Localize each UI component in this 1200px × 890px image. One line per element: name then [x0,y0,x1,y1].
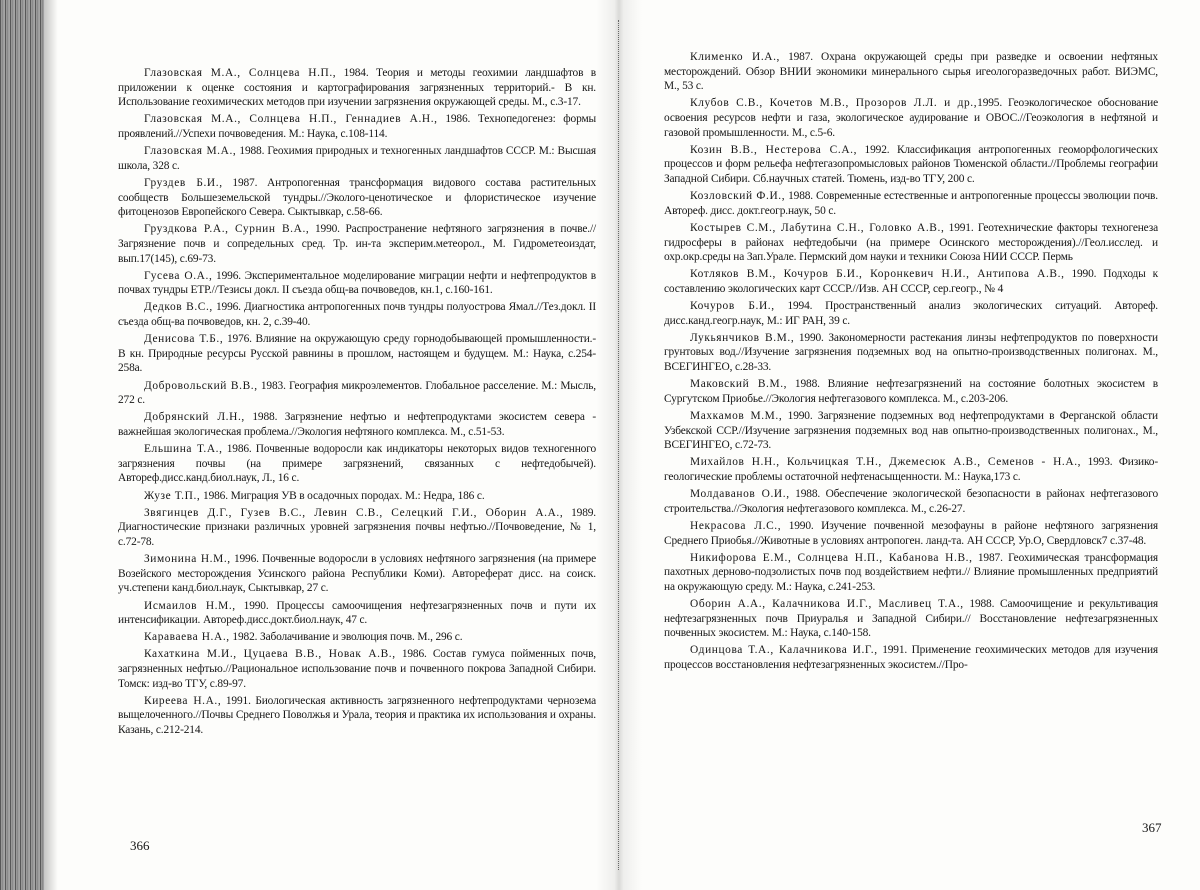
entry-text: 1993. Физико-геологические проблемы остаточной нефтенасыщенности. М.: Наука,173 с. [664,456,1158,483]
entry-author: Молдаванов О.И., [690,488,790,501]
entry-text: 1987. Антропогенная трансформация видового состава растительных сообществ Большеземельской тундры.//Эколого-ценотическое и флористическое изучение фитоценозов Европейского Севера. Сыктывкар, с.58-66. [118,176,596,219]
left-page-number: 366 [130,838,150,853]
entry-text: 1988. Геохимия природных и техногенных ландшафтов СССР. М.: Высшая школа, 328 с. [118,145,596,172]
entry-author: Глазовская М.А., Солнцева Н.П., [144,67,337,79]
entry-author: Костырев С.М., Лабутина С.Н., Головко А.В., [690,221,945,234]
bibliography-entry [118,269,596,298]
left-page [118,0,596,890]
left-bibliography-list [118,66,596,740]
bibliography-entry [664,643,1158,672]
entry-text: 1990. Подходы к составлению экологических карт СССР.//Изв. АН СССР, сер.геогр., № 4 [664,268,1158,295]
bibliography-entry [118,694,596,738]
entry-author: Глазовская М.А., Солнцева Н.П., Геннадиев А.Н., [144,113,438,126]
bibliography-entry [664,409,1158,453]
entry-text: 1986. Почвенные водоросли как индикаторы некоторых видов техногенного загрязнения почвы (на примере загрязнений, связанных с нефтедобычей). Автореф.дисс.канд.биол.наук, Л., 16 с. [118,443,596,485]
bibliography-entry [664,96,1158,140]
bibliography-entry [664,267,1158,296]
entry-author: Клименко И.А., [690,51,780,63]
entry-text: 1996. Почвенные водоросли в условиях нефтяного загрязнения (на примере Возейского месторождения Усинского района Республики Коми). Автореферат дисс. на соиск. уч.степени канд.биол.наук, Сыктывкар, 27 с. [118,553,596,595]
entry-text: 1988. Современные естественные и антропогенные процессы эволюции почв. Автореф. дисс. докт.геогр.наук, 50 с. [664,190,1158,217]
entry-text: 1990. Распространение нефтяного загрязнения в почве.//Загрязнение почв и сопредельных сред. Тр. ин-та эксперим.метеорол., М. Гидрометеоиздат, вып.17(145), с.69-73. [118,223,596,265]
entry-author: Некрасова Л.С., [690,519,782,532]
bibliography-entry [118,332,596,376]
bibliography-entry [664,377,1158,406]
entry-author: Груздкова Р.А., Сурнин В.А., [144,223,310,236]
bibliography-entry [664,551,1158,595]
bibliography-entry [118,379,596,408]
bibliography-entry [118,506,596,550]
right-bibliography-list [664,50,1158,675]
entry-text: 1984. Теория и методы геохимии ландшафтов в приложении к оценке состояния и картографирования загрязненных территорий.- В кн. Использование геохимических методов при изучении загрязнения окружающей среды. М., с.3-17. [118,67,596,109]
entry-author: Караваева Н.А., [144,631,230,644]
bibliography-entry [664,487,1158,516]
entry-author: Лукьянчиков В.М., [690,331,795,344]
entry-text: 1988. Обеспечение экологической безопасности в районах нефтегазового строительства.//Экология нефтегазового комплекса. М., с.26-27. [664,488,1158,515]
bibliography-entry [664,331,1158,375]
bibliography-entry [664,50,1158,94]
entry-author: Дедков В.С., [144,301,213,314]
entry-text: 1983. География микроэлементов. Глобальное расселение. М.: Мысль, 272 с. [118,379,596,407]
bibliography-entry [118,647,596,691]
entry-text: 1987. Охрана окружающей среды при разведке и освоении нефтяных месторождений. Обзор ВНИИ экономики минерального сырья игеологоразведочных работ. ВИЭМС, М., 53 с. [664,51,1158,93]
bibliography-entry [118,489,596,504]
entry-author: Михайлов Н.Н., Кольчицкая Т.Н., Джемесюк А.В., Семенов - Н.А., [690,456,1082,469]
entry-author: Добрянский Л.Н., [144,411,245,424]
entry-author: Зимонина Н.М., [144,553,231,566]
entry-author: Оборин А.А., Калачникова И.Г., Масливец Т.А., [690,598,964,611]
entry-text: 1994. Пространственный анализ экологических ситуаций. Автореф. дисс.канд.геогр.наук, М.: ИГ РАН, 39 с. [664,300,1158,327]
bibliography-entry [118,630,596,645]
right-page [664,0,1162,890]
entry-text: 1986. Технопедогенез: формы проявлений.//Успехи почвоведения. М.: Наука, с.108-114. [118,113,597,140]
bibliography-entry [664,299,1158,328]
entry-author: Денисова Т.Б., [144,333,224,346]
entry-text: 1990. Закономерности растекания линзы нефтепродуктов по поверхности грунтовых вод.//Изучение загрязнения подземных вод на опытно-производственных полигонах. М., ВСЕГИНГЕО, с.28-33. [664,331,1158,374]
entry-author: Глазовская М.А., [144,145,237,158]
entry-text: 1991. Применение геохимических методов для изучения процессов восстановления нефтезагрязненных экосистем.//Про- [664,644,1158,672]
bibliography-entry [118,552,596,596]
entry-author: Киреева Н.А., [144,694,222,707]
bibliography-entry [118,112,596,141]
bibliography-entry [664,597,1158,641]
entry-author: Кахаткина М.И., Цуцаева В.В., Новак А.В., [144,648,396,661]
entry-text: 1987. Геохимическая трансформация пахотных дерново-подзолистых почв под воздействием нефти.// Влияние промышленных предприятий на окружающую среду. М.: Наука, с.241-253. [664,551,1158,593]
entry-text: 1988. Самоочищение и рекультивация нефтезагрязненных почв Приуралья и Западной Сибири.// Восстановление нефтезагрязненных почвенных экосистем. М.: Наука, с.140-158. [664,598,1158,640]
entry-text: 1991. Геотехнические факторы техногенеза гидросферы в районах нефтедобычи (на примере Осинского месторождения).//Геол.исслед. и охр.окр.среды на Зап.Урале. Пермский дом науки и техники Союза НИИ СССР. Пермь [664,221,1158,264]
scan-binding-edge [0,0,44,890]
entry-author: Махкамов М.М., [690,410,783,422]
entry-text: 1990. Процессы самоочищения нефтезагрязненных почв и пути их интенсификации. Автореф.дисс.докт.биол.наук, 47 с. [118,599,596,627]
entry-author: Кочуров Б.И., [690,300,775,313]
bibliography-entry [118,599,596,628]
entry-text: 1996. Экспериментальное моделирование миграции нефти и нефтепродуктов в почвах тундры ЕТР.//Тезисы докл. II съезда общ-ва почвоведов, кн.1, с.160-161. [118,269,596,297]
entry-text: 1976. Влияние на окружающую среду горнодобывающей промышленности.- В кн. Природные ресурсы Русской равнины в прошлом, настоящем и будущем. М.: Наука, с.254-258а. [118,333,596,375]
entry-text: 1988. Влияние нефтезагрязнений на состояние болотных экосистем в Сургутском Приобье.//Экология нефтегазового комплекса. М., с.203-206. [664,378,1158,405]
bibliography-entry [118,222,596,266]
entry-text: 1988. Загрязнение нефтью и нефтепродуктами экосистем севера - важнейшая экологическая проблема.//Экология нефтяного комплекса. М., с.51-53. [118,411,597,438]
entry-text: 1991. Биологическая активность загрязненного нефтепродуктами чернозема выщелоченного.//Почвы Среднего Поволжья и Урала, теория и практика их использования и охраны. Казань, с.212-214. [118,694,596,737]
entry-author: Исмаилов Н.М., [144,599,236,612]
bibliography-entry [118,300,596,329]
bibliography-entry [118,410,596,439]
entry-author: Гусева О.А., [144,269,213,282]
entry-text: 1989. Диагностические признаки различных уровней загрязнения почвы нефтью.//Почвоведение, № 1, с.72-78. [118,506,597,548]
bibliography-entry [118,66,596,110]
entry-author: Одинцова Т.А., Калачникова И.Г., [690,644,878,657]
entry-author: Клубов С.В., Кочетов М.В., Прозоров Л.Л. и др., [690,97,978,110]
book-gutter [596,0,642,890]
bibliography-entry [664,519,1158,548]
entry-text: 1996. Диагностика антропогенных почв тундры полуострова Ямал.//Тез.докл. II съезда общ-ва почвоведов, кн. 2, с.39-40. [118,301,596,329]
bibliography-entry [118,176,596,220]
entry-text: 1986. Миграция УВ в осадочных породах. М.: Недра, 186 с. [200,489,485,502]
entry-text: 1992. Классификация антропогенных геоморфологических процессов и форм рельефа нефтегазопромысловых районов Тюменской области.//Проблемы географии Западной Сибири. Сб.научных статей. Тюмень, изд-во ТГУ, 200 с. [664,143,1158,185]
entry-author: Козин В.В., Нестерова С.А., [690,143,858,156]
entry-text: 1986. Состав гумуса пойменных почв, загрязненных нефтью.//Рациональное использование почв и почвенного покрова Западной Сибири. Томск: изд-во ТГУ, с.89-97. [118,648,596,690]
entry-author: Добровольский В.В., [144,379,258,392]
entry-author: Никифорова Е.М., Солнцева Н.П., Кабанова Н.В., [690,551,973,564]
entry-text: 1982. Заболачивание и эволюция почв. М., 296 с. [229,631,463,644]
bibliography-entry [664,455,1158,484]
entry-author: Жузе Т.П., [144,489,201,502]
entry-text: 1995. Геоэкологическое обоснование освоения ресурсов нефти и газа, экологическое аудирование и ОВОС.//Геоэкология в нефтяной и газовой промышленности. М., с.5-6. [664,97,1158,139]
entry-text: 1990. Изучение почвенной мезофауны в районе нефтяного загрязнения Среднего Приобья.//Животные в условиях антропоген. ланд-та. АН СССР, Ур.О, Свердловск7 с.37-48. [664,519,1158,547]
entry-author: Козловский Ф.И., [690,190,786,203]
entry-author: Котляков В.М., Кочуров Б.И., Коронкевич Н.И., Антипова А.В., [690,268,1065,281]
entry-author: Маковский В.М., [690,378,788,391]
entry-text: 1990. Загрязнение подземных вод нефтепродуктами в Ферганской области Узбекской ССР.//Изучение загрязнения подземных вод нав опытно-производственных полигонах., М., ВСЕГИНГЕО, с.72-73. [664,410,1158,452]
entry-author: Ельшина Т.А., [144,443,223,456]
bibliography-entry [664,143,1158,187]
entry-author: Груздев Б.И., [144,176,223,189]
bibliography-entry [118,442,596,486]
entry-author: Звягинцев Д.Г., Гузев В.С., Левин С.В., Селецкий Г.И., Оборин А.А., [144,506,564,519]
bibliography-entry [664,221,1158,265]
bibliography-entry [664,189,1158,218]
bibliography-entry [118,144,596,173]
right-page-number: 367 [1142,820,1162,835]
